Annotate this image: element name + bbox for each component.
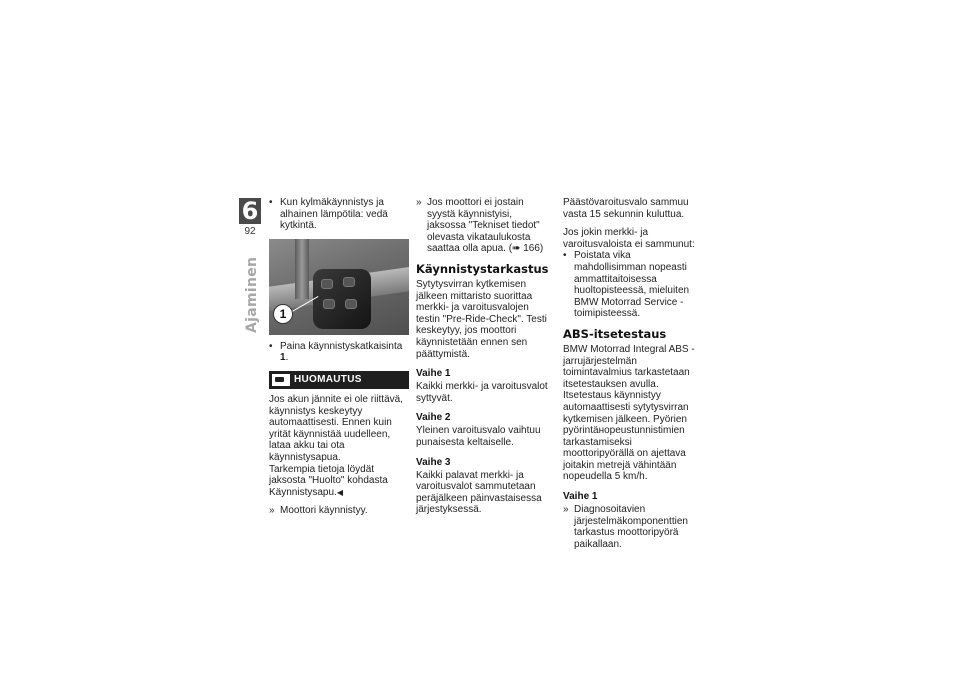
step-text: Kaikki palavat merkki- ja varoitusvalot sammutetaan peräjälkeen päinvastaisessa järjestyksessä. — [416, 469, 542, 516]
step-title: Vaihe 1 — [416, 368, 451, 380]
handlebar-switch-photo — [269, 239, 409, 335]
paragraph: Päästövaroitusvalo sammuu vasta 15 sekunnin kuluttua. — [563, 197, 689, 220]
step-title: Vaihe 3 — [416, 456, 451, 468]
step-title: Vaihe 1 — [563, 491, 598, 503]
note-text-2: Tarkempia tietoja löydät jaksosta "Huolto" kohdasta Käynnistysapu.◀ — [269, 463, 388, 498]
note-text: Jos akun jännite ei ole riittävä, käynnistys keskeytyy automaattisesti. Ennen kuin yrität käynnistää uudelleen, lataa akku tai ota käynnistysapua. — [269, 393, 403, 463]
result-item: » Jos moottori ei jostain syystä käynnistyisi, jaksossa "Tekniset tiedot" olevasta vikataulukosta saattaa olla apua. (➠ 166) — [416, 197, 551, 255]
chapter-side-title: Ajaminen — [244, 256, 260, 333]
end-mark-icon: ◀ — [336, 487, 343, 497]
paragraph: Jos jokin merkki- ja varoitusvaloista ei sammunut: — [563, 227, 695, 250]
column-2 — [416, 197, 551, 523]
column-3 — [563, 197, 703, 557]
result-item: » Diagnosoitavien järjestelmäkomponenttien tarkastus moottoripyörä paikallaan. — [563, 504, 703, 550]
note-label: HUOMAUTUS — [294, 374, 362, 386]
step-text: Yleinen varoitusvalo vaihtuu punaisesta keltaiselle. — [416, 425, 541, 448]
section-heading: Käynnistystarkastus — [416, 261, 549, 276]
section-heading: ABS-itsetestaus — [563, 326, 667, 341]
column-1 — [269, 197, 409, 524]
note-banner — [269, 371, 409, 389]
list-item: • Paina käynnistyskatkaisinta 1. — [269, 341, 409, 364]
result-item: » Moottori käynnistyy. — [269, 505, 409, 517]
paragraph: Sytytysvirran kytkemisen jälkeen mittaristo suorittaa merkki- ja varoitusvalojen testin "Pre-Ride-Check". Testi keskeytyy, jos moottori käynnistetään ennen sen päättymistä. — [416, 278, 547, 360]
list-item: • Kun kylmäkäynnistys ja alhainen lämpötila: vedä kytkintä. — [269, 197, 409, 232]
step-title: Vaihe 2 — [416, 412, 451, 424]
chapter-number-tab: 6 — [239, 198, 261, 224]
figure-callout: 1 — [273, 304, 293, 324]
page-number: 92 — [244, 226, 256, 237]
paragraph: BMW Motorrad Integral ABS -jarrujärjestelmän toimintavalmius tarkastetaan itsetestauksen avulla. Itsetestaus käynnistyy automaattisesti sytytysvirran kytkemisen jälkeen. Pyörien pyörintäнopeustunnistimien tarkastamiseksi moottoripyörällä on ajettava joitakin metrejä vähintään nopeudella 5 km/h. — [563, 343, 695, 483]
warning-hand-icon — [272, 374, 290, 386]
list-item: • Poistata vika mahdollisimman nopeasti ammattitaitoisessa huoltopisteessä, mieluiten BMW Motorrad Service -toimipisteessä. — [563, 250, 703, 320]
step-text: Kaikki merkki- ja varoitusvalot syttyvät. — [416, 381, 548, 404]
